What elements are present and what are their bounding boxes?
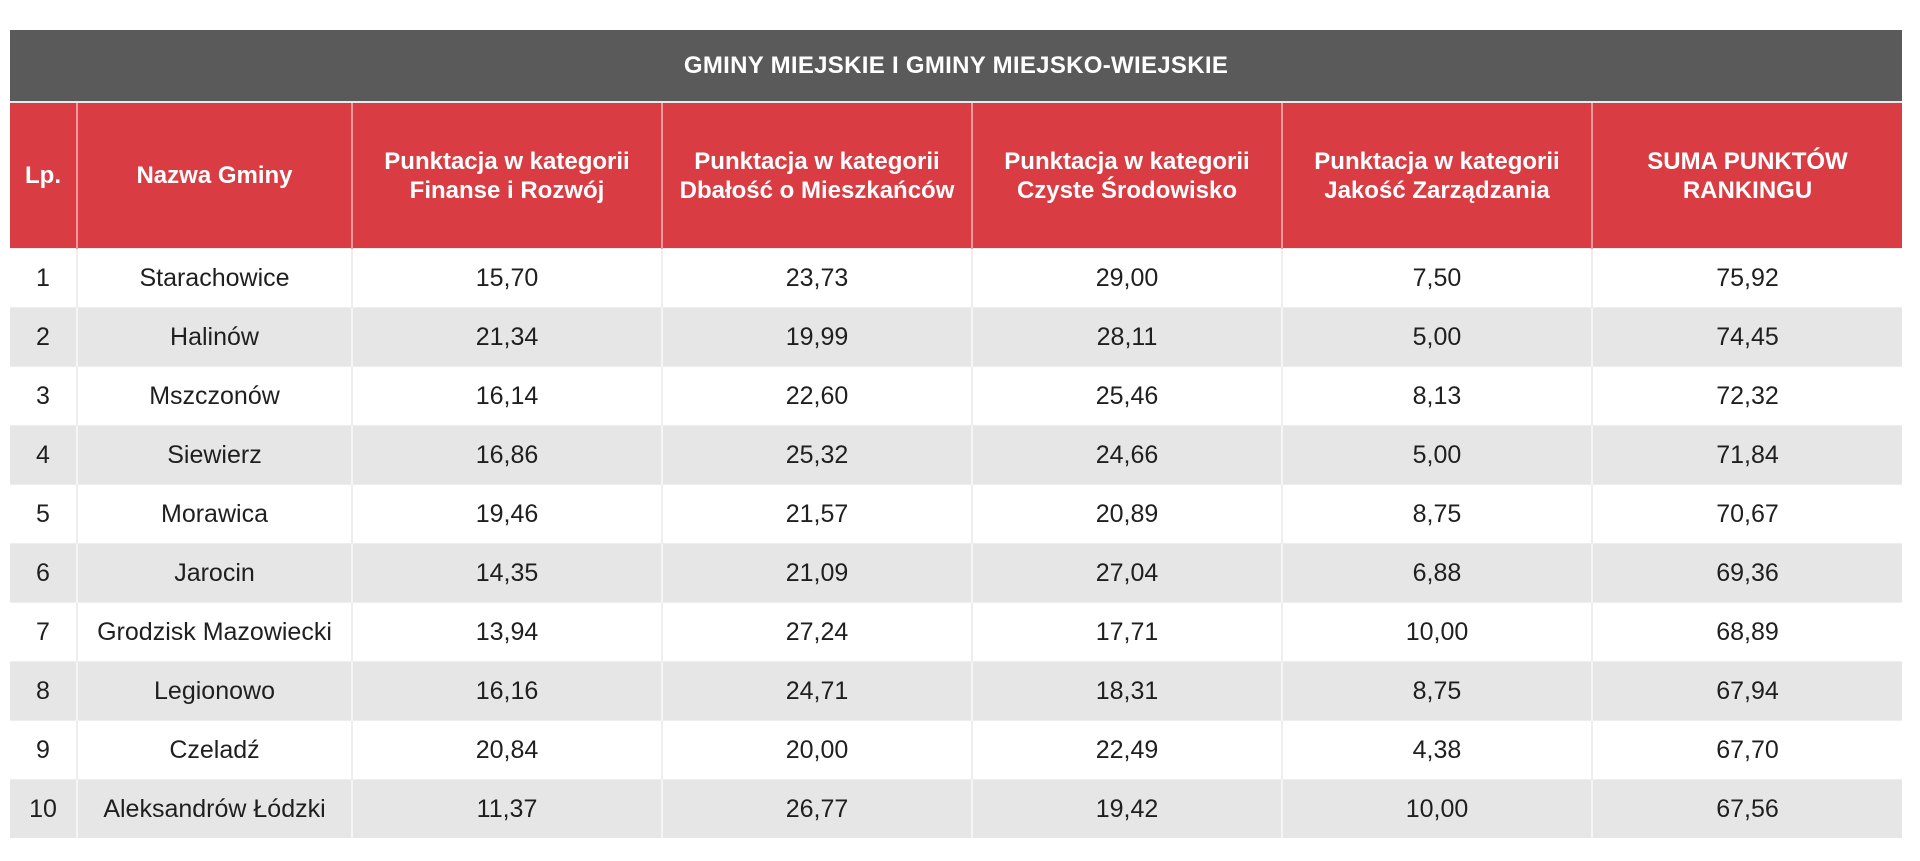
name-cell: Starachowice [77, 249, 352, 308]
finance-cell: 11,37 [352, 780, 662, 839]
total-cell: 68,89 [1592, 603, 1902, 662]
environment-cell: 28,11 [972, 308, 1282, 367]
column-header-text: Punktacja w kategorii [694, 147, 940, 175]
finance-cell: 15,70 [352, 249, 662, 308]
management-cell: 10,00 [1282, 603, 1592, 662]
residents-cell: 24,71 [662, 662, 972, 721]
rank-cell: 2 [10, 308, 77, 367]
residents-cell: 23,73 [662, 249, 972, 308]
name-cell: Aleksandrów Łódzki [77, 780, 352, 839]
column-header-text: Lp. [25, 162, 61, 189]
residents-cell: 26,77 [662, 780, 972, 839]
table-title-row [10, 30, 1902, 102]
name-cell: Morawica [77, 485, 352, 544]
rank-cell: 5 [10, 485, 77, 544]
column-header-text: Punktacja w kategorii [1314, 147, 1560, 175]
environment-cell: 29,00 [972, 249, 1282, 308]
name-cell: Mszczonów [77, 367, 352, 426]
total-cell: 72,32 [1592, 367, 1902, 426]
column-header-text: Finanse i Rozwój [409, 176, 605, 204]
column-header-text: RANKINGU [1682, 176, 1813, 204]
name-cell: Halinów [77, 308, 352, 367]
column-header-text: SUMA PUNKTÓW [1647, 147, 1848, 175]
total-cell: 67,70 [1592, 721, 1902, 780]
environment-cell: 18,31 [972, 662, 1282, 721]
environment-cell: 24,66 [972, 426, 1282, 485]
residents-cell: 25,32 [662, 426, 972, 485]
finance-cell: 16,16 [352, 662, 662, 721]
table-body [10, 249, 1902, 839]
column-header-environment [972, 102, 1282, 249]
name-cell: Siewierz [77, 426, 352, 485]
table-row [10, 662, 1902, 721]
rank-cell: 10 [10, 780, 77, 839]
column-header-text: Punktacja w kategorii [384, 147, 630, 175]
column-header-name [77, 102, 352, 249]
total-cell: 74,45 [1592, 308, 1902, 367]
name-cell: Grodzisk Mazowiecki [77, 603, 352, 662]
column-header-text: Dbałość o Mieszkańców [679, 176, 955, 204]
total-cell: 71,84 [1592, 426, 1902, 485]
column-header-text: Czyste Środowisko [1016, 176, 1238, 204]
name-cell: Czeladź [77, 721, 352, 780]
finance-cell: 13,94 [352, 603, 662, 662]
column-header-finance [352, 102, 662, 249]
rank-cell: 6 [10, 544, 77, 603]
residents-cell: 20,00 [662, 721, 972, 780]
finance-cell: 19,46 [352, 485, 662, 544]
column-header-row [10, 102, 1902, 249]
column-header-lp [10, 102, 77, 249]
table-title: GMINY MIEJSKIE I GMINY MIEJSKO-WIEJSKIE [10, 30, 1902, 102]
table-row [10, 485, 1902, 544]
residents-cell: 21,57 [662, 485, 972, 544]
table-row [10, 249, 1902, 308]
ranking-table [10, 30, 1902, 838]
finance-cell: 20,84 [352, 721, 662, 780]
environment-cell: 19,42 [972, 780, 1282, 839]
name-cell: Jarocin [77, 544, 352, 603]
table-row [10, 308, 1902, 367]
management-cell: 8,13 [1282, 367, 1592, 426]
column-header-text: Punktacja w kategorii [1004, 147, 1250, 175]
column-header-management [1282, 102, 1592, 249]
table-row [10, 603, 1902, 662]
name-cell: Legionowo [77, 662, 352, 721]
management-cell: 7,50 [1282, 249, 1592, 308]
management-cell: 8,75 [1282, 485, 1592, 544]
table-row [10, 780, 1902, 839]
finance-cell: 14,35 [352, 544, 662, 603]
total-cell: 67,56 [1592, 780, 1902, 839]
environment-cell: 17,71 [972, 603, 1282, 662]
column-header-text: Jakość Zarządzania [1324, 176, 1550, 204]
environment-cell: 27,04 [972, 544, 1282, 603]
table-row [10, 721, 1902, 780]
environment-cell: 22,49 [972, 721, 1282, 780]
management-cell: 8,75 [1282, 662, 1592, 721]
table-row [10, 367, 1902, 426]
rank-cell: 7 [10, 603, 77, 662]
column-header-text: Nazwa Gminy [136, 162, 293, 189]
finance-cell: 16,86 [352, 426, 662, 485]
rank-cell: 4 [10, 426, 77, 485]
residents-cell: 22,60 [662, 367, 972, 426]
residents-cell: 19,99 [662, 308, 972, 367]
management-cell: 5,00 [1282, 426, 1592, 485]
finance-cell: 16,14 [352, 367, 662, 426]
total-cell: 67,94 [1592, 662, 1902, 721]
total-cell: 70,67 [1592, 485, 1902, 544]
management-cell: 6,88 [1282, 544, 1592, 603]
total-cell: 69,36 [1592, 544, 1902, 603]
total-cell: 75,92 [1592, 249, 1902, 308]
column-header-residents [662, 102, 972, 249]
environment-cell: 20,89 [972, 485, 1282, 544]
residents-cell: 21,09 [662, 544, 972, 603]
table-row [10, 426, 1902, 485]
management-cell: 4,38 [1282, 721, 1592, 780]
rank-cell: 3 [10, 367, 77, 426]
management-cell: 10,00 [1282, 780, 1592, 839]
column-header-total [1592, 102, 1902, 249]
finance-cell: 21,34 [352, 308, 662, 367]
management-cell: 5,00 [1282, 308, 1592, 367]
table-row [10, 544, 1902, 603]
rank-cell: 8 [10, 662, 77, 721]
rank-cell: 1 [10, 249, 77, 308]
environment-cell: 25,46 [972, 367, 1282, 426]
residents-cell: 27,24 [662, 603, 972, 662]
rank-cell: 9 [10, 721, 77, 780]
